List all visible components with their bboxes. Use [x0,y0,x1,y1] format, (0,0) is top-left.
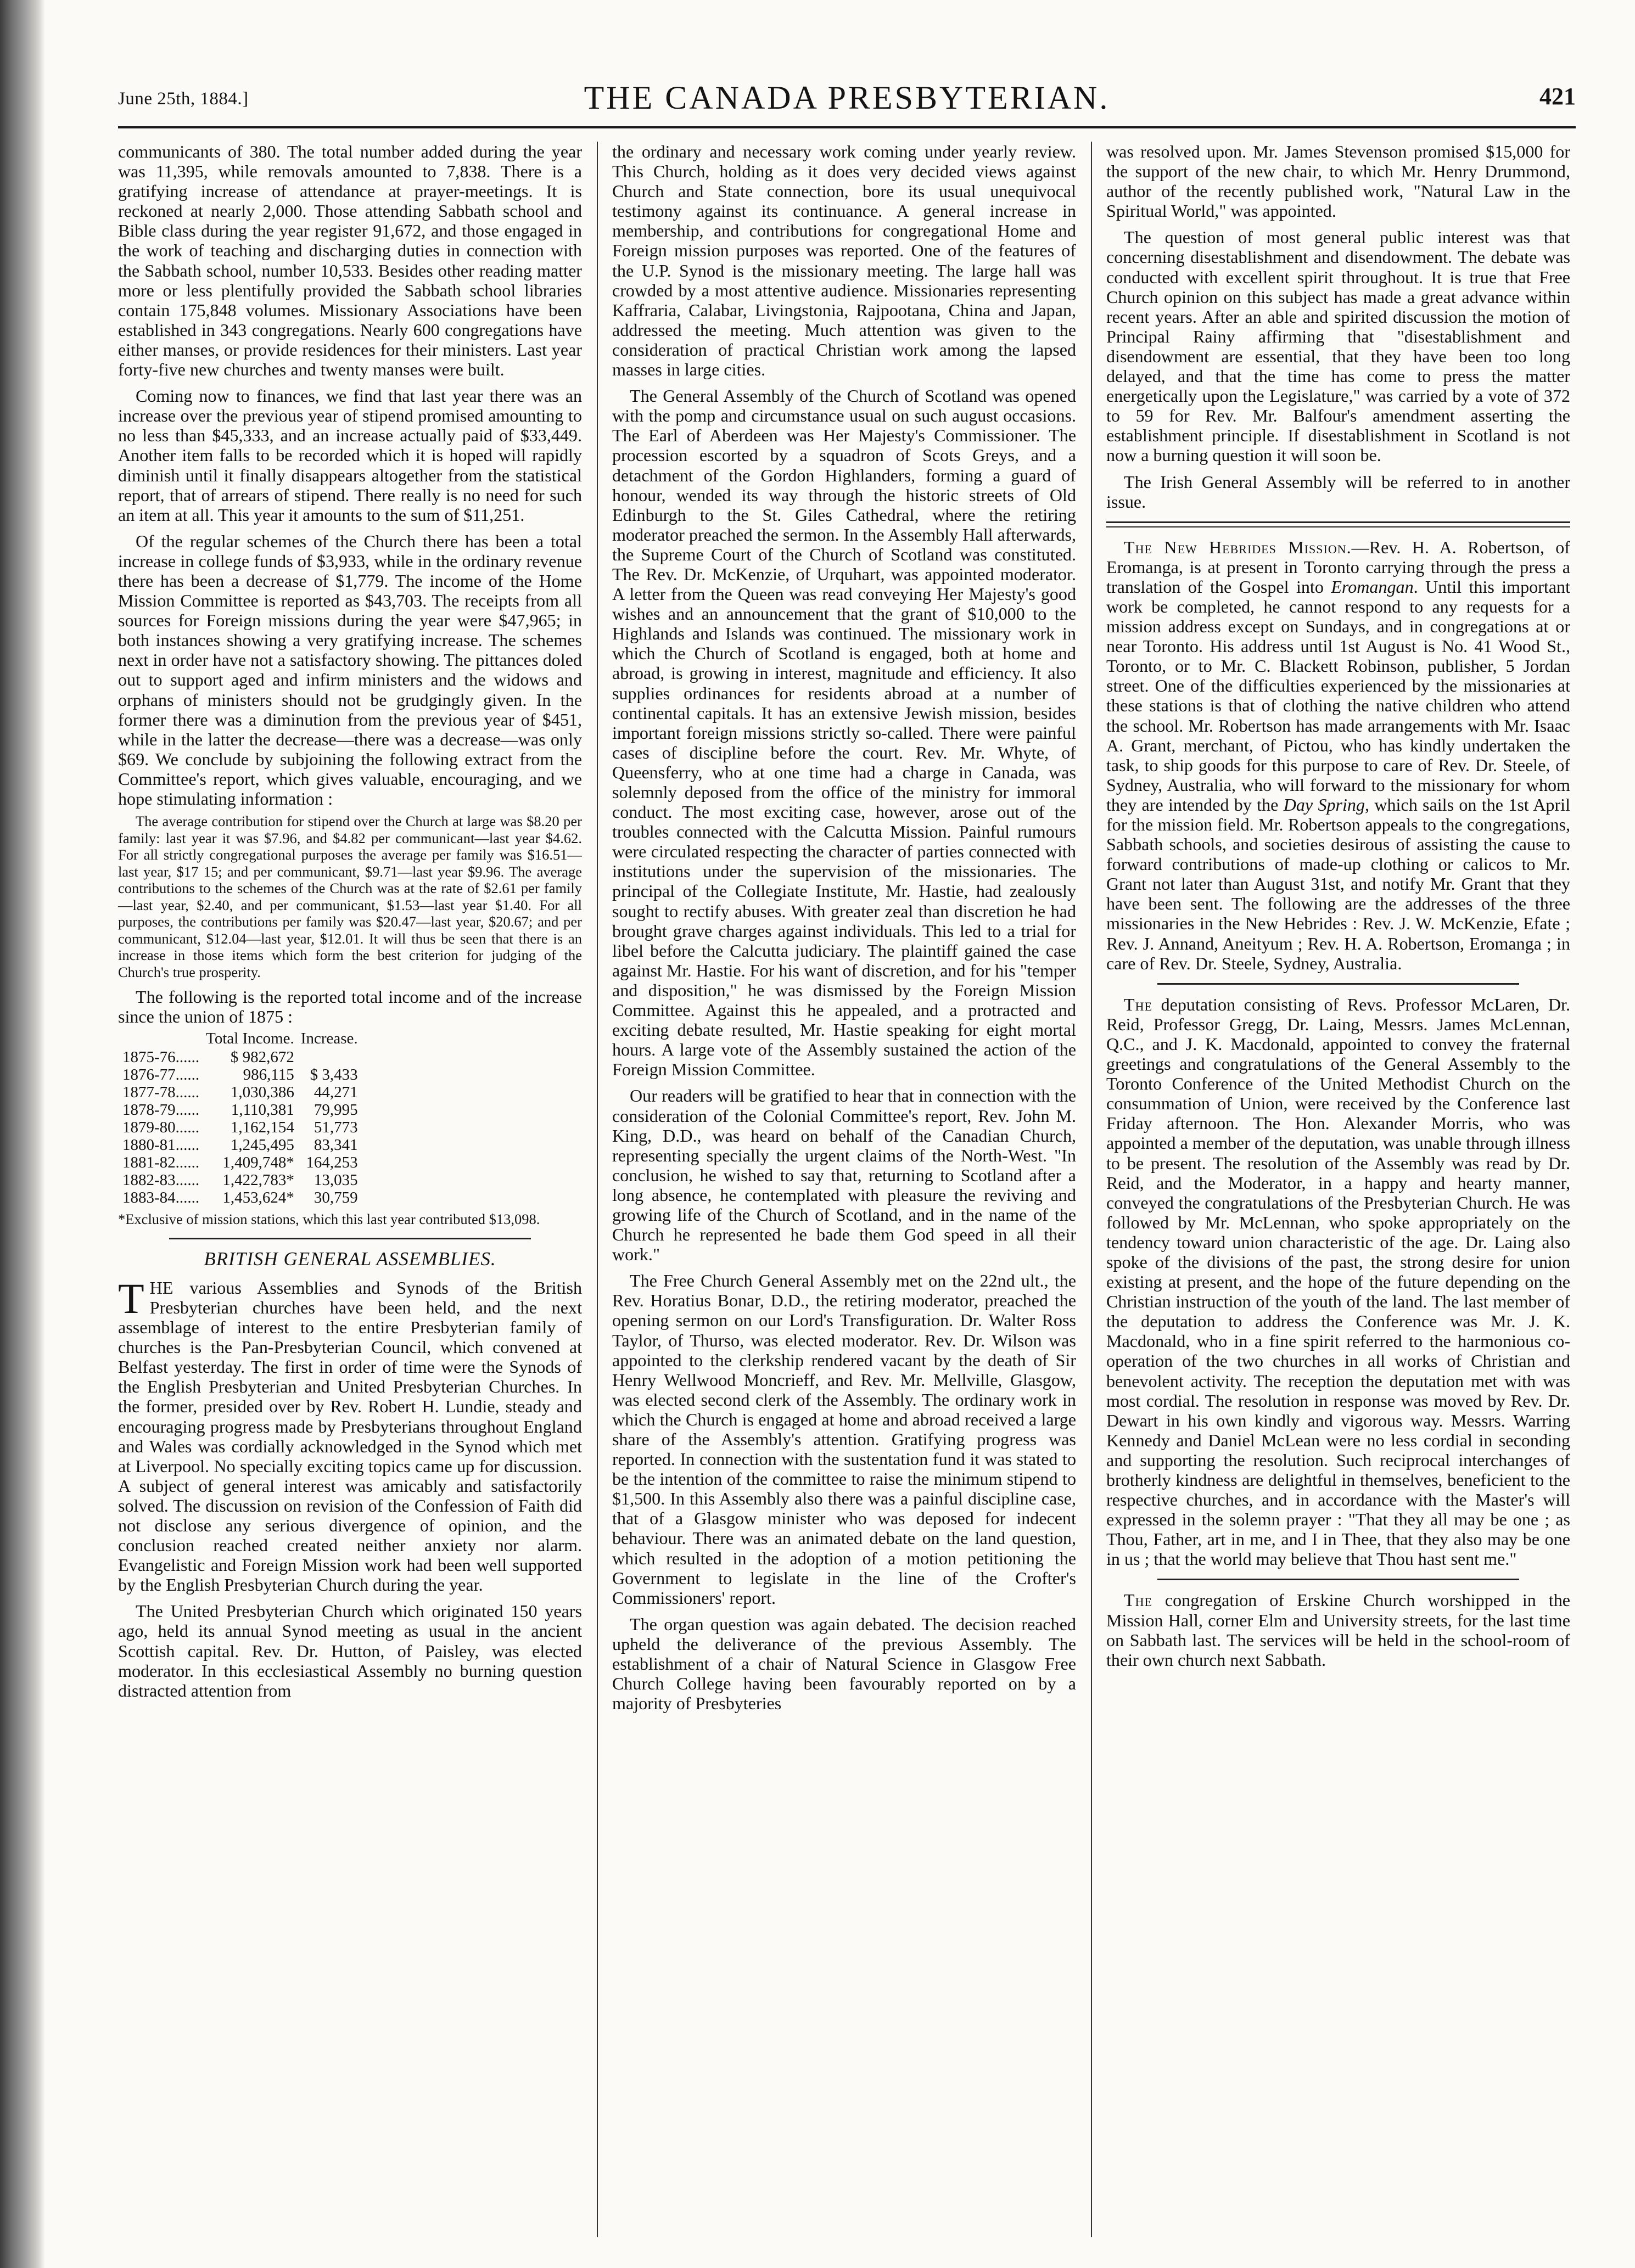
column-header: Total Income. [206,1030,294,1048]
income-cell: 1,030,386 [230,1084,294,1102]
emphasis: Eromangan [1331,576,1414,597]
income-cell: 1,453,624* [222,1189,294,1207]
year-cell: 1879-80...... [122,1119,200,1137]
increase-cell: 164,253 [306,1154,358,1172]
income-cell: 1,245,495 [230,1136,294,1154]
lead-in: The New Hebrides Mission. [1124,537,1352,557]
year-cell: 1875-76...... [122,1048,200,1066]
table-footnote: *Exclusive of mission stations, which this last year contributed $13,098. [118,1211,540,1228]
binding-edge [0,0,45,2268]
paragraph: Of the regular schemes of the Church there has been a total increase in college funds of $3,933, while in the ordinary revenue there has been a decrease of $1,779. The income of the Home Mission Committee is reported as $43,703. The receipts from all sources for Foreign missions during the year were $47,965; in both instances showing a very gratifying increase. The schemes next in order have not a satisfactory showing. The pittances doled out to support aged and infirm ministers and the widows and orphans of ministers should not be grudgingly given. In the former there was a diminution from the previous year of $451, while in the latter the decrease—there was a decrease—was only $69. We conclude by subjoining the following extract from the Committee's report, which gives valuable, encouraging, and we hope stimulating information : [118,531,582,809]
paragraph: The question of most general public interest was that concerning disestablishment and disendowment. The debate was conducted with excellent spirit throughout. It is true that Free Church opinion on this subject has made a great advance within recent years. After an able and spirited discussion the motion of Principal Rainy affirming that "disestablishment and disendowment are essential, that they have been too long delayed, and that the time has come to press the matter energetically upon the Legislature," was carried by a vote of 372 to 59 for Rev. Mr. Balfour's amendment asserting the establishment principle. If disestablishment in Scotland is not now a burning question it will soon be. [1106,227,1570,465]
paragraph: The General Assembly of the Church of Scotland was opened with the pomp and circumstance usual on such august occasions. The Earl of Aberdeen was Her Majesty's Commissioner. The procession escorted by a squadron of Scots Greys, and a detachment of the Gordon Highlanders, forming a guard of honour, wended its way through the historic streets of Old Edinburgh to the St. Giles Cathedral, where the retiring moderator preached the sermon. In the Assembly Hall afterwards, the Supreme Court of the Church of Scotland was constituted. The Rev. Dr. McKenzie, of Urquhart, was appointed moderator. A letter from the Queen was read conveying Her Majesty's good wishes and an announcement that the grant of $10,000 to the Highlands and Islands was continued. The missionary work in which the Church of Scotland is engaged, both at home and abroad, is growing in interest, magnitude and efficiency. It also supplies ordinances for residents abroad at a number of continental capitals. It has an extensive Jewish mission, besides important foreign missions strictly so-called. There were painful cases of discipline before the court. Rev. Mr. Whyte, of Queensferry, who at one time had a charge in Canada, was solemnly deposed from the office of the ministry for immoral conduct. The most exciting case, however, arose out of the troubles connected with the Calcutta Mission. Painful rumours were circulated respecting the character of parties connected with institutions under the supervision of the missionaries. The principal of the Collegiate Institute, Mr. Hastie, had zealously sought to rectify abuses. With greater zeal than discretion he had brought grave charges against individuals. This led to a trial for libel before the Calcutta judiciary. The plaintiff gained the case against Mr. Hastie. For his want of discretion, and for his "temper and disposition," he was dismissed by the Foreign Mission Committee. Against this he appealed, and a protracted and exciting debate resulted, Mr. Hastie speaking for eight mortal hours. A large vote of the Assembly sustained the action of the Foreign Mission Committee. [612,386,1076,1080]
income-cell: 1,422,783* [222,1171,294,1189]
year-cell: 1883-84...... [122,1189,200,1207]
column-2 [612,142,1076,2237]
paragraph-text: deputation consisting of Revs. Professor McLaren, Dr. Reid, Professor Gregg, Dr. Laing, Messrs. James McLennan, Q.C., and J. K. Macdonald, appointed to convey the fraternal greetings and congratulations of the General Assembly to the Toronto Conference of the United Methodist Church on the consummation of Union, were received by the Conference last Friday afternoon. The Hon. Alexander Morris, who was appointed a member of the deputation, was unable through illness to be present. The resolution of the Assembly was read by Dr. Reid, and the Moderator, in a happy and hearty manner, conveyed the congratulations of the Presbyterian Church. He was followed by Mr. McLennan, who spoke appropriately on the tendency toward union characteristic of the age. Dr. Laing also spoke of the divisions of the past, the strong desire for union existing at present, and the hope of the future depending on the Christian instruction of the youth of the land. The last member of the deputation to address the Conference was Mr. J. K. Macdonald, who in a fine spirit referred to the harmonious co-operation of the two churches in all works of Christian and benevolent activity. The reception the deputation met with was most cordial. The resolution in response was moved by Rev. Dr. Dewart in his own kindly and vigorous way. Messrs. Warring Kennedy and Daniel McLean were no less cordial in seconding and supporting the resolution. Such reciprocal interchanges of brotherly kindness are delightful in themselves, beneficient to the respective churches, and in accordance with the Master's will expressed in the solemn prayer : "That they all may be one ; as Thou, Father, art in me, and I in Thee, that they also may be one in us ; that the world may believe that Thou hast sent me." [1106,994,1570,1569]
column-1 [118,142,582,2237]
increase-cell: 13,035 [313,1171,358,1189]
table-row [122,1136,365,1154]
paragraph: The following is the reported total income and of the increase since the union of 1875 : [118,987,582,1027]
increase-cell: 83,341 [313,1136,358,1154]
paragraph [1106,995,1570,1569]
paragraph-text: . Until this important work be completed, he cannot respond to any requests for a mission address except on Sundays, and in congregations at or near Toronto. His address until 1st August is No. 41 Wood St., Toronto, or to Mr. C. Blackett Robinson, publisher, 5 Jordan street. One of the difficulties experienced by the missionaries at these stations is that of clothing the native children who attend the school. Mr. Robertson has made arrangements with Mr. Isaac A. Grant, merchant, of Pictou, who has kindly undertaken the task, to ship goods for this purpose to care of Rev. Dr. Steele, of Sydney, Australia, who will forward to the missionary for whom they are intended by the [1106,576,1570,815]
report-extract: The average contribution for stipend over the Church at large was $8.20 per family: last year it was $7.96, and $4.82 per communicant—last year $4.62. For all strictly congregational purposes the average per family was $16.51—last year, $17 15; and per communicant, $9.71—last year $9.96. The average contributions to the schemes of the Church was at the rate of $2.61 per family—last year, $2.40, and per communicant, $1.53—last year $1.40. For all purposes, the contributions per family was $20.47—last year, $20.67; and per communicant, $12.04—last year, $12.01. It will thus be seen that there is an increase in those items which form the best criterion for judging of the Church's true prosperity. [118,813,582,980]
increase-cell: $ 3,433 [310,1066,358,1084]
increase-cell: 30,759 [313,1189,358,1207]
table-row [122,1154,365,1171]
income-cell: 1,409,748* [222,1154,294,1172]
year-cell: 1876-77...... [122,1066,200,1084]
column-header: Increase. [300,1030,358,1048]
paragraph: communicants of 380. The total number added during the year was 11,395, while removals amounted to 7,838. There is a gratifying increase of attendance at prayer-meetings. It is reckoned at nearly 2,000. Those attending Sabbath school and Bible class during the year register 91,672, and those engaged in the work of teaching and discharging duties in connection with the Sabbath school, number 10,533. Besides other reading matter more or less plentifully provided the Sabbath school libraries contain 175,848 volumes. Missionary Associations have been established in 343 congregations. Nearly 600 congregations have either manses, or provide residences for their ministers. Last year forty-five new churches and twenty manses were built. [118,142,582,380]
paragraph [1106,1590,1570,1669]
emphasis: Day Spring [1283,794,1365,815]
table-row [122,1119,365,1136]
year-cell: 1880-81...... [122,1136,200,1154]
paragraph-text: congregation of Erskine Church worshipped in the Mission Hall, corner Elm and University streets, for the last time on Sabbath last. The services will be held in the school-room of their own church next Sabbath. [1106,1590,1570,1670]
income-cell: 1,110,381 [231,1101,294,1119]
page-number: 421 [1539,83,1576,110]
lead-in: The [1124,994,1152,1014]
paragraph: The Irish General Assembly will be referred to in another issue. [1106,471,1570,512]
section-divider [1157,1579,1519,1580]
income-cell: 1,162,154 [230,1119,294,1137]
increase-cell: 79,995 [313,1101,358,1119]
paragraph [118,1274,582,1595]
table-row [122,1084,365,1101]
drop-cap: T [118,1274,144,1322]
masthead-title: THE CANADA PRESBYTERIAN. [584,80,1110,116]
table-row [122,1171,365,1189]
income-table [122,1030,365,1206]
column-rule [1091,142,1092,2237]
year-cell: 1881-82...... [122,1154,200,1172]
issue-date: June 25th, 1884.] [118,89,249,109]
income-cell: $ 982,672 [230,1048,294,1066]
paragraph-text: —Rev. H. A. Robertson, of Eromanga, is at present in Toronto carrying through the press a translation of the Gospel into [1106,537,1570,597]
year-cell: 1877-78...... [122,1084,200,1102]
page-header [118,76,1576,128]
income-cell: 986,115 [243,1066,294,1084]
year-cell: 1878-79...... [122,1101,200,1119]
increase-cell: 51,773 [313,1119,358,1137]
paragraph: The organ question was again debated. The decision reached upheld the deliverance of the previous Assembly. The establishment of a chair of Natural Science in Glasgow Free Church College having been favourably reported on by a majority of Presbyteries [612,1614,1076,1714]
paragraph: Coming now to finances, we find that last year there was an increase over the previous year of stipend promised amounting to no less than $45,333, and an increase actually paid of $33,449. Another item falls to be recorded which it is hoped will rapidly diminish until it finally disappears altogether from the statistical report, that of arrears of stipend. There really is no need for such an item at all. This year it amounts to the sum of $11,251. [118,386,582,525]
paragraph: the ordinary and necessary work coming under yearly review. This Church, holding as it does very decided views against Church and State connection, bore its usual unequivocal testimony against its continuance. A general increase in membership, and contributions for congregational Home and Foreign mission purposes was reported. One of the features of the U.P. Synod is the missionary meeting. The large hall was crowded by a most attentive audience. Missionaries representing Kaffraria, Calabar, Livingstonia, Rajpootana, China and Japan, addressed the meeting. Much attention was given to the consideration of practical Christian work among the lapsed masses in large cities. [612,142,1076,380]
paragraph-text: , which sails on the 1st April for the mission field. Mr. Robertson appeals to the congregations, Sabbath schools, and societies desirous of assisting the cause to forward contributions of made-up clothing or calicos to Mr. Grant not later than August 31st, and notify Mr. Grant that they have been sent. The following are the addresses of the three missionaries in the New Hebrides : Rev. J. W. McKenzie, Efate ; Rev. J. Annand, Aneityum ; Rev. H. A. Robertson, Eromanga ; in care of Rev. Dr. Steele, Sydney, Australia. [1106,794,1570,973]
paragraph: was resolved upon. Mr. James Stevenson promised $15,000 for the support of the new chair, to which Mr. Henry Drummond, author of the recently published work, "Natural Law in the Spiritual World," was appointed. [1106,142,1570,221]
table-row [122,1048,365,1066]
table-row [122,1101,365,1119]
paragraph: The Free Church General Assembly met on the 22nd ult., the Rev. Horatius Bonar, D.D., the retiring moderator, preached the opening sermon on our Lord's Transfiguration. Dr. Walter Ross Taylor, of Thurso, was elected moderator. Rev. Dr. Wilson was appointed to the clerkship rendered vacant by the death of Sir Henry Wellwood Moncrieff, and Rev. Mr. Mellville, Glasgow, was elected second clerk of the Assembly. The ordinary work in which the Church is engaged at home and abroad received a large share of the Assembly's attention. Gratifying progress was reported. In connection with the sustentation fund it was stated to be the intention of the committee to raise the minimum stipend to $1,500. In this Assembly also there was a painful discipline case, that of a Glasgow minister who was deposed for indecent behaviour. There was an animated debate on the land question, which resulted in the adoption of a motion petitioning the Government to legislate in the line of the Crofter's Commissioners' report. [612,1271,1076,1608]
year-cell: 1882-83...... [122,1171,200,1189]
section-divider [169,1238,531,1239]
paragraph: Our readers will be gratified to hear that in connection with the consideration of the Colonial Committee's report, Rev. John M. King, D.D., was heard on behalf of the Canadian Church, representing specially the urgent claims of the North-West. "In conclusion, he wished to say that, returning to Scotland after a long absence, he contemplated with pleasure the reviving and growing life of the Church of Scotland, and in the name of the Church he represented he bade them God speed in all their work." [612,1086,1076,1265]
section-divider [1157,983,1519,985]
column-rule [597,142,598,2237]
lead-in: The [1124,1590,1152,1610]
table-row [122,1066,365,1084]
increase-cell [301,1048,365,1066]
paragraph: The United Presbyterian Church which originated 150 years ago, held its annual Synod meeting as usual in the ancient Scottish capital. Rev. Dr. Hutton, of Paisley, was elected moderator. In this ecclesiastical Assembly no burning question distracted attention from [118,1601,582,1700]
paragraph [1106,537,1570,973]
section-heading: BRITISH GENERAL ASSEMBLIES. [204,1248,496,1270]
paragraph-text: HE various Assemblies and Synods of the British Presbyterian churches have been held, and the next assemblage of interest to the entire Presbyterian family of churches is the Pan-Presbyterian Council, which convened at Belfast yesterday. The first in order of time were the Synods of the English Presbyterian and United Presbyterian Churches. In the former, presided over by Rev. Robert H. Lundie, steady and encouraging progress made by Presbyterians throughout England and Wales was cordially acknowledged in the Synod which met at Liverpool. No specially exciting topics came up for discussion. A subject of general interest was amicably and satisfactorily solved. The discussion on revision of the Confession of Faith did not disclose any serious divergence of opinion, and the conclusion reached created neither anxiety nor alarm. Evangelistic and Foreign Mission work had been well supported by the English Presbyterian Church during the year. [118,1277,582,1595]
increase-cell: 44,271 [313,1084,358,1102]
column-3 [1106,142,1570,2237]
section-divider [1106,521,1570,527]
table-row [122,1189,365,1206]
